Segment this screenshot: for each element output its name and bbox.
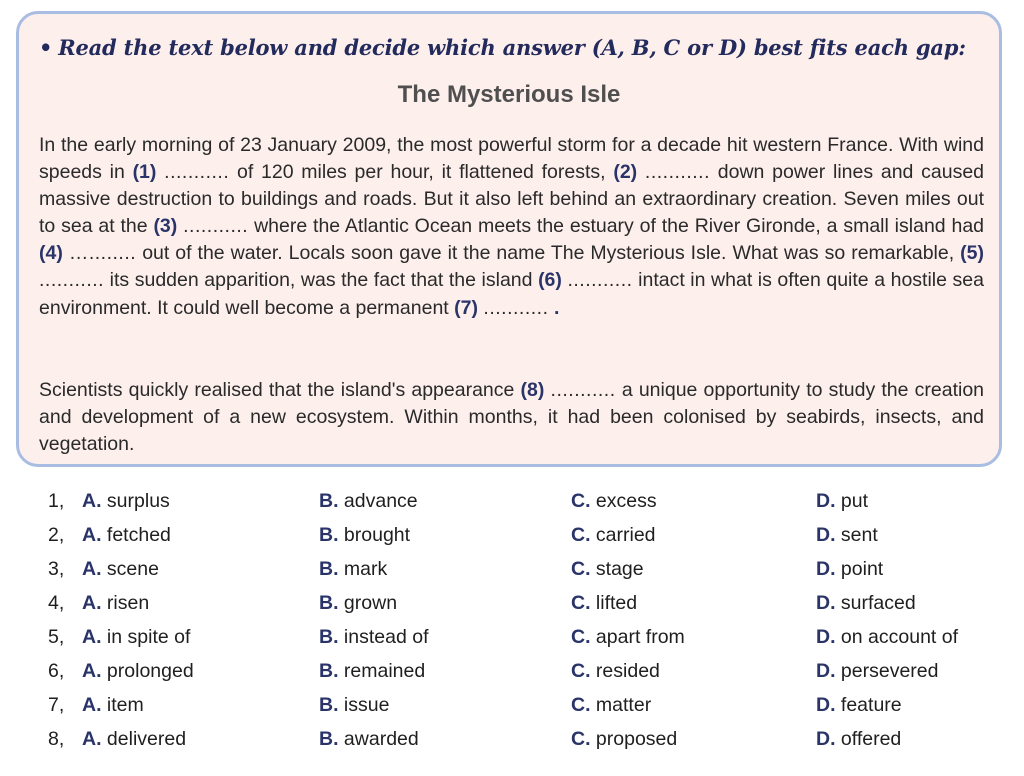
- question-row-8: [0, 728, 1024, 758]
- question-row-1: [0, 490, 1024, 520]
- question-number: 2,: [48, 524, 65, 546]
- gap-7-number: (7): [454, 296, 478, 319]
- option-letter: D.: [816, 660, 836, 682]
- option-d[interactable]: [816, 626, 958, 649]
- option-c[interactable]: [571, 490, 657, 513]
- instruction: [39, 35, 966, 60]
- gap-6-blank: ...........: [567, 269, 633, 292]
- text-segment: of 120 miles per hour, it flattened forests,: [237, 161, 606, 184]
- option-letter: D.: [816, 626, 836, 648]
- option-letter: C.: [571, 524, 591, 546]
- option-c[interactable]: [571, 728, 677, 751]
- option-text: feature: [840, 694, 902, 716]
- gap-2-number: (2): [613, 161, 638, 184]
- option-letter: D.: [816, 524, 836, 546]
- option-letter: A.: [82, 490, 102, 512]
- option-letter: A.: [82, 728, 102, 750]
- option-text: proposed: [595, 728, 678, 750]
- option-a[interactable]: [82, 524, 171, 547]
- option-c[interactable]: [571, 558, 644, 581]
- option-text: remained: [343, 660, 426, 682]
- option-text: point: [840, 558, 884, 580]
- option-text: stage: [595, 558, 644, 580]
- option-b[interactable]: [319, 660, 425, 683]
- option-letter: C.: [571, 660, 591, 682]
- question-row-5: [0, 626, 1024, 656]
- question-number: 6,: [48, 660, 65, 682]
- option-d[interactable]: [816, 660, 938, 683]
- option-letter: A.: [82, 694, 102, 716]
- option-text: delivered: [106, 728, 187, 750]
- option-letter: A.: [82, 660, 102, 682]
- exercise-card: [16, 11, 1002, 467]
- option-letter: C.: [571, 728, 591, 750]
- option-d[interactable]: [816, 728, 901, 751]
- option-letter: B.: [319, 490, 339, 512]
- question-number: 5,: [48, 626, 65, 648]
- gap-8-blank: ...........: [550, 379, 616, 401]
- option-c[interactable]: [571, 660, 660, 683]
- option-c[interactable]: [571, 592, 637, 615]
- option-b[interactable]: [319, 524, 410, 547]
- option-letter: D.: [816, 694, 836, 716]
- option-letter: D.: [816, 728, 836, 750]
- option-letter: C.: [571, 490, 591, 512]
- option-c[interactable]: [571, 524, 656, 547]
- option-text: resided: [595, 660, 660, 682]
- option-d[interactable]: [816, 524, 878, 547]
- option-d[interactable]: [816, 558, 883, 581]
- option-c[interactable]: [571, 626, 685, 649]
- option-letter: B.: [319, 626, 339, 648]
- option-text: brought: [343, 524, 411, 546]
- instruction-text: Read the text below and decide which answer (A, B, C or D) best fits each gap:: [58, 35, 966, 60]
- gap-4-number: (4): [39, 242, 63, 265]
- option-text: sent: [840, 524, 878, 546]
- gap-1-number: (1): [132, 161, 157, 184]
- option-d[interactable]: [816, 592, 916, 615]
- question-number: 3,: [48, 558, 65, 580]
- option-a[interactable]: [82, 626, 190, 649]
- question-row-7: [0, 694, 1024, 724]
- question-number: 1,: [48, 490, 65, 512]
- option-letter: D.: [816, 490, 836, 512]
- gap-4-blank: …........: [68, 242, 137, 265]
- option-c[interactable]: [571, 694, 651, 717]
- passage-paragraph-2: [39, 377, 984, 458]
- passage-title: The Mysterious Isle: [397, 81, 621, 108]
- option-text: item: [106, 694, 144, 716]
- option-a[interactable]: [82, 694, 144, 717]
- option-text: lifted: [595, 592, 638, 614]
- option-d[interactable]: [816, 694, 902, 717]
- option-b[interactable]: [319, 626, 428, 649]
- option-letter: B.: [319, 660, 339, 682]
- text-segment: a unique opportunity to study the creation and development of a new ecosystem. Within months, it had been colonised by seabirds, insects, and vegetation.: [39, 379, 985, 456]
- option-text: offered: [840, 728, 902, 750]
- option-a[interactable]: [82, 490, 170, 513]
- option-text: persevered: [840, 660, 939, 682]
- option-b[interactable]: [319, 694, 389, 717]
- bullet-icon: •: [39, 35, 53, 60]
- option-letter: C.: [571, 626, 591, 648]
- option-text: advance: [343, 490, 418, 512]
- option-text: on account of: [840, 626, 959, 648]
- text-segment: intact in what is often quite a hostile sea environment. It could well become a permanent: [39, 269, 984, 319]
- gap-8-number: (8): [520, 379, 545, 401]
- option-a[interactable]: [82, 660, 194, 683]
- option-letter: D.: [816, 592, 836, 614]
- option-text: put: [840, 490, 869, 512]
- question-row-3: [0, 558, 1024, 588]
- option-letter: A.: [82, 592, 102, 614]
- option-text: risen: [106, 592, 150, 614]
- option-text: surfaced: [840, 592, 916, 614]
- text-segment: Scientists quickly realised that the island's appearance: [39, 379, 515, 401]
- question-number: 7,: [48, 694, 65, 716]
- option-text: surplus: [106, 490, 170, 512]
- gap-3-number: (3): [153, 215, 178, 238]
- option-text: fetched: [106, 524, 171, 546]
- option-text: instead of: [343, 626, 429, 648]
- option-text: carried: [595, 524, 656, 546]
- question-row-2: [0, 524, 1024, 554]
- option-text: excess: [595, 490, 657, 512]
- option-letter: A.: [82, 524, 102, 546]
- option-b[interactable]: [319, 592, 397, 615]
- text-segment: down power lines and caused massive destruction to buildings and roads. But it also left behind an extraordinary creation. Seven miles out to sea at the: [39, 161, 985, 238]
- text-segment: where the Atlantic Ocean meets the estuary of the River Gironde, a small island had: [254, 215, 985, 238]
- option-b[interactable]: [319, 490, 418, 513]
- gap-2-blank: ...........: [644, 161, 711, 184]
- gap-5-blank: ...........: [39, 269, 105, 292]
- question-row-4: [0, 592, 1024, 622]
- text-segment: In the early morning of 23 January 2009, the most powerful storm for a decade hit western France. With wind speeds in: [39, 134, 984, 184]
- option-a[interactable]: [82, 558, 159, 581]
- gap-5-number: (5): [960, 242, 985, 265]
- question-number: 4,: [48, 592, 65, 614]
- option-letter: B.: [319, 558, 339, 580]
- option-d[interactable]: [816, 490, 868, 513]
- option-letter: C.: [571, 558, 591, 580]
- question-row-6: [0, 660, 1024, 690]
- option-letter: A.: [82, 626, 102, 648]
- option-b[interactable]: [319, 558, 387, 581]
- option-letter: A.: [82, 558, 102, 580]
- option-text: prolonged: [106, 660, 194, 682]
- option-text: apart from: [595, 626, 685, 648]
- gap-1-blank: ...........: [164, 161, 230, 184]
- sentence-end: .: [553, 296, 560, 319]
- text-segment: out of the water. Locals soon gave it the name The Mysterious Isle. What was so remarkable,: [142, 242, 955, 265]
- option-text: grown: [343, 592, 398, 614]
- option-letter: B.: [319, 728, 339, 750]
- gap-7-blank: ...........: [483, 296, 549, 319]
- gap-3-blank: ...........: [183, 215, 249, 238]
- gap-6-number: (6): [538, 269, 562, 292]
- option-text: in spite of: [106, 626, 191, 648]
- option-letter: B.: [319, 694, 339, 716]
- option-letter: B.: [319, 524, 339, 546]
- option-text: mark: [343, 558, 388, 580]
- passage-paragraph-1: [39, 132, 984, 322]
- option-letter: C.: [571, 694, 591, 716]
- option-letter: D.: [816, 558, 836, 580]
- question-number: 8,: [48, 728, 65, 750]
- option-text: matter: [595, 694, 652, 716]
- text-segment: its sudden apparition, was the fact that the island: [109, 269, 533, 292]
- option-text: awarded: [343, 728, 419, 750]
- option-text: scene: [106, 558, 159, 580]
- option-b[interactable]: [319, 728, 419, 751]
- option-a[interactable]: [82, 728, 186, 751]
- option-letter: C.: [571, 592, 591, 614]
- option-text: issue: [343, 694, 390, 716]
- option-a[interactable]: [82, 592, 149, 615]
- option-letter: B.: [319, 592, 339, 614]
